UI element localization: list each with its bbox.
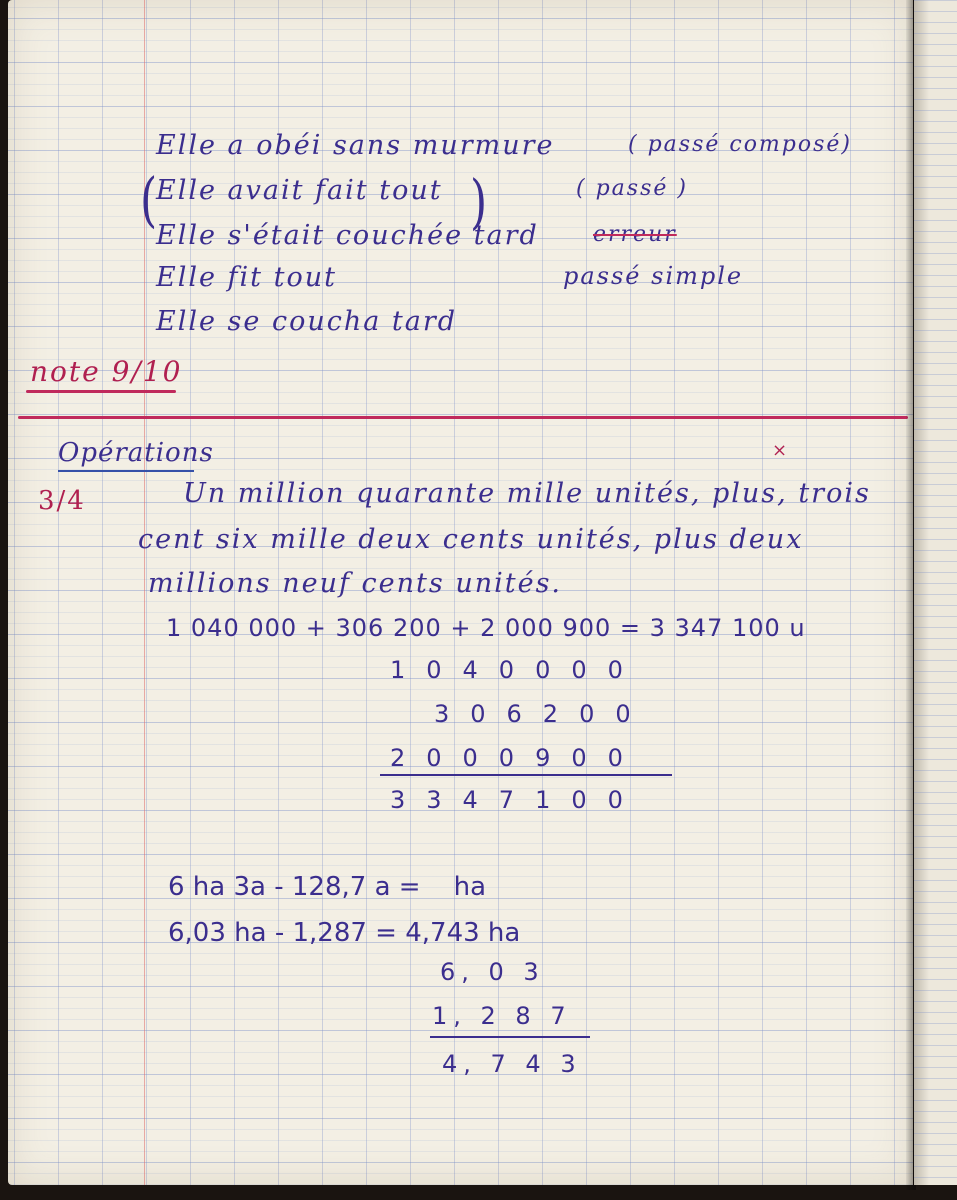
- sentence-passe-compose: Elle a obéi sans murmure: [156, 130, 555, 161]
- grade: note 9/10: [30, 355, 183, 388]
- note-passe: ( passé ): [576, 176, 688, 201]
- sentence-etait-couchee: Elle s'était couchée tard: [156, 220, 539, 251]
- addition-row-1: 1040000: [390, 656, 644, 684]
- problem-line-2: cent six mille deux cents unités, plus deux: [138, 524, 804, 555]
- subtraction-line: [430, 1036, 590, 1038]
- addition-row-3: 2000900: [390, 744, 644, 772]
- problem-line-3: millions neuf cents unités.: [148, 568, 563, 599]
- note-passe-simple: passé simple: [563, 262, 744, 290]
- sentence-coucha: Elle se coucha tard: [156, 306, 458, 337]
- problem-line-1: Un million quarante mille unités, plus, trois: [183, 478, 871, 509]
- left-bracket: (: [140, 166, 160, 235]
- subtraction-row-2: 1, 2 8 7: [432, 1002, 572, 1030]
- section-divider: [18, 416, 908, 419]
- score: 3/4: [38, 486, 86, 516]
- grade-underline: [26, 390, 176, 393]
- conversion-line-2: 6,03 ha - 1,287 = 4,743 ha: [168, 918, 521, 948]
- addition-row-2: 306200: [434, 700, 652, 728]
- note-passe-compose: ( passé composé): [628, 132, 853, 157]
- operations-heading: Opérations: [58, 438, 214, 468]
- addition-sum-line: [380, 774, 672, 776]
- note-erreur: erreur: [593, 222, 677, 247]
- sentence-fit: Elle fit tout: [156, 262, 337, 293]
- addition-equation: 1 040 000 + 306 200 + 2 000 900 = 3 347 100 u: [166, 614, 806, 642]
- notebook-page: [8, 0, 913, 1185]
- heading-underline: [58, 470, 194, 472]
- facing-page-edge: [914, 0, 957, 1185]
- correction-mark: ×: [772, 440, 790, 461]
- addition-result: 3347100: [390, 786, 644, 814]
- right-bracket: ): [470, 168, 490, 237]
- conversion-line-1: 6 ha 3a - 128,7 a = ha: [168, 872, 487, 902]
- subtraction-result: 4, 7 4 3: [442, 1050, 582, 1078]
- subtraction-row-1: 6, 0 3: [440, 958, 545, 986]
- sentence-avait-fait: Elle avait fait tout: [156, 175, 443, 206]
